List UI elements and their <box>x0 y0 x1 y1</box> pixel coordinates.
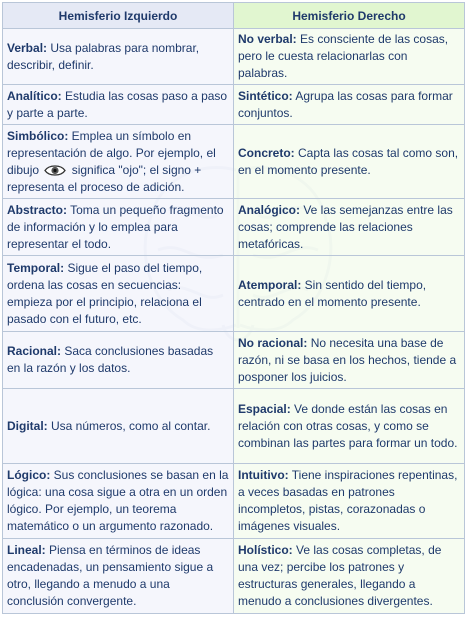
right-cell <box>234 256 465 332</box>
description: Ve las semejanzas entre las cosas; comprende las relaciones metafóricas. <box>238 202 453 251</box>
description: Sin sentido del tiempo, centrado en el momento presente. <box>238 277 427 309</box>
description: Ve donde están las cosas en relación con otras cosas, y como se combinan las partes para formar un todo. <box>238 401 458 450</box>
description: Es consciente de las cosas, pero le cuesta relacionarlas con palabras. <box>238 32 449 80</box>
description: Sigue el paso del tiempo, ordena las cosas en secuencias: empieza por el principio, relaciona el pasado con el futuro, etc. <box>7 260 203 326</box>
left-cell <box>3 29 234 85</box>
hemispheres-table <box>2 2 465 614</box>
right-cell <box>234 85 465 125</box>
table-row <box>3 389 465 464</box>
term: Racional: <box>7 344 62 358</box>
description: Estudia las cosas paso a paso y parte a parte. <box>7 88 228 120</box>
left-cell <box>3 199 234 256</box>
right-cell <box>234 199 465 256</box>
term: No racional: <box>238 335 308 350</box>
term: Lineal: <box>7 543 46 557</box>
term: Espacial: <box>238 401 291 416</box>
right-cell <box>234 332 465 389</box>
description: Toma un pequeño fragmento de información y lo emplea para representar el todo. <box>7 202 224 251</box>
term: Abstracto: <box>7 202 68 217</box>
left-cell <box>3 464 234 539</box>
table-row <box>3 539 465 614</box>
description: Tiene inspiraciones repentinas, a veces basadas en patrones incompletos, pistas, corazonadas o imágenes visuales. <box>238 468 458 533</box>
header-left-hemisphere: Hemisferio Izquierdo <box>3 3 234 29</box>
term: Sintético: <box>238 88 293 103</box>
description: Sus conclusiones se basan en la lógica: una cosa sigue a otra en un orden lógico. Por ejemplo, un teorema matemático o un argumento razonado. <box>7 468 229 533</box>
table-row <box>3 199 465 256</box>
table-row <box>3 29 465 85</box>
left-cell <box>3 332 234 389</box>
eye-icon <box>44 164 66 177</box>
term: Analógico: <box>238 202 300 217</box>
right-cell <box>234 539 465 614</box>
header-row <box>3 3 465 29</box>
description: Usa números, como al contar. <box>47 418 211 433</box>
term: No verbal: <box>238 32 297 46</box>
left-cell <box>3 539 234 614</box>
term: Intuitivo: <box>238 468 289 482</box>
description: Emplea un símbolo en representación de algo. Por ejemplo, el dibujo <box>7 128 216 177</box>
term: Atemporal: <box>238 277 302 292</box>
left-cell <box>3 256 234 332</box>
right-cell <box>234 389 465 464</box>
table-row <box>3 85 465 125</box>
description: No necesita una base de razón, ni se basa en los hechos, tiende a posponer los juicios. <box>238 335 457 384</box>
description: Usa palabras para nombrar, describir, definir. <box>7 40 200 72</box>
description: Saca conclusiones basadas en la razón y los datos. <box>7 344 214 375</box>
right-cell <box>234 29 465 85</box>
left-cell <box>3 125 234 199</box>
term: Analítico: <box>7 88 62 103</box>
left-cell <box>3 389 234 464</box>
header-right-hemisphere: Hemisferio Derecho <box>234 3 465 29</box>
description: Piensa en términos de ideas encadenadas, un pensamiento sigue a otro, llegando a menudo a una conclusión convergente. <box>7 543 214 608</box>
table-row <box>3 256 465 332</box>
right-cell <box>234 464 465 539</box>
description: significa "ojo"; el signo + representa el proceso de adición. <box>7 162 202 194</box>
table-row <box>3 125 465 199</box>
term: Holístico: <box>238 543 293 557</box>
table-row <box>3 464 465 539</box>
table-row <box>3 332 465 389</box>
description: Ve las cosas completas, de una vez; percibe los patrones y estructuras generales, llegando a menudo a conclusiones divergentes. <box>238 543 442 608</box>
term: Lógico: <box>7 468 51 482</box>
left-cell <box>3 85 234 125</box>
right-cell <box>234 125 465 199</box>
term: Temporal: <box>7 260 65 275</box>
term: Concreto: <box>238 145 295 160</box>
description: Capta las cosas tal como son, en el momento presente. <box>238 145 459 177</box>
description: Agrupa las cosas para formar conjuntos. <box>238 88 453 120</box>
term: Verbal: <box>7 40 48 55</box>
term: Digital: <box>7 418 48 433</box>
term: Simbólico: <box>7 128 69 143</box>
